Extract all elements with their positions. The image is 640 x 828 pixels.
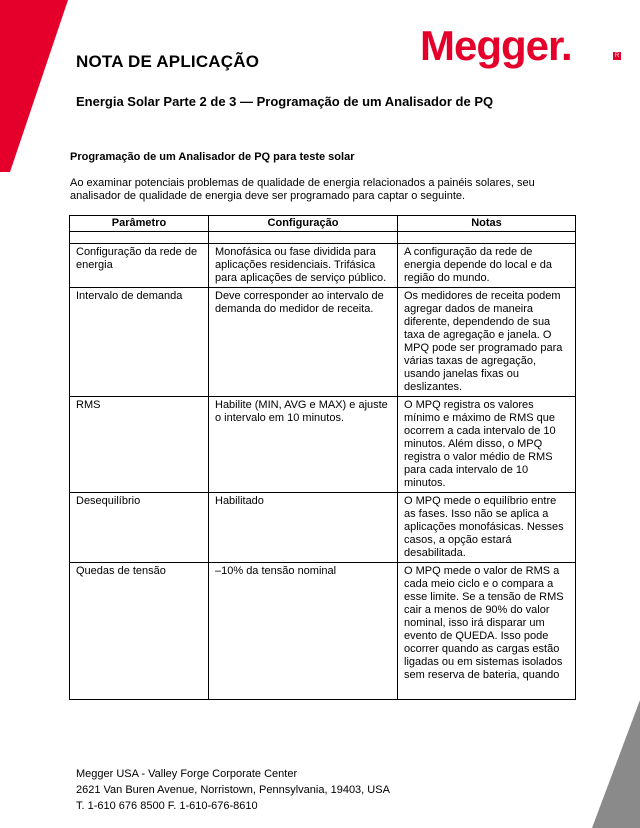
section-heading: Programação de um Analisador de PQ para teste solar	[70, 151, 355, 163]
table-cell: A configuração da rede de energia depende do local e da região do mundo.	[398, 244, 576, 288]
table-cell: Configuração da rede de energia	[70, 244, 209, 288]
table-row	[70, 493, 576, 563]
registered-mark: R	[614, 53, 620, 59]
table-cell: O MPQ mede o equilíbrio entre as fases. Isso não se aplica a aplicações monofásicas. Nesses casos, a opção estará desabilitada.	[398, 493, 576, 563]
table-header-row	[70, 216, 576, 232]
logo-text: Megger.	[420, 22, 572, 69]
megger-logo	[420, 22, 620, 69]
table-row	[70, 563, 576, 700]
table-cell	[398, 232, 576, 244]
table-cell: RMS	[70, 397, 209, 493]
subtitle: Energia Solar Parte 2 de 3 — Programação de um Analisador de PQ	[76, 94, 494, 109]
table-cell: –10% da tensão nominal	[209, 563, 398, 700]
intro-paragraph: Ao examinar potenciais problemas de qualidade de energia relacionados a painéis solares, seu analisador de qualidade de energia deve ser programado para captar o seguinte.	[70, 177, 535, 202]
table-row	[70, 288, 576, 397]
header-configuracao: Configuração	[209, 216, 398, 232]
header-parametro: Parâmetro	[70, 216, 209, 232]
header-notas: Notas	[398, 216, 576, 232]
table-cell: Os medidores de receita podem agregar dados de maneira diferente, dependendo de sua taxa de agregação e janela. O MPQ pode ser programado para várias taxas de agregação, usando janelas fixas ou deslizantes.	[398, 288, 576, 397]
table-row	[70, 397, 576, 493]
footer-street: 2621 Van Buren Avenue, Norristown, Pennsylvania, 19403, USA	[76, 784, 390, 796]
settings-table	[69, 215, 576, 700]
gray-corner-decoration	[592, 700, 640, 828]
table-cell: Deve corresponder ao intervalo de demanda do medidor de receita.	[209, 288, 398, 397]
table-cell	[209, 232, 398, 244]
footer-phone: T. 1-610 676 8500 F. 1-610-676-8610	[76, 800, 258, 812]
footer-company: Megger USA - Valley Forge Corporate Center	[76, 768, 298, 780]
footer-address	[76, 766, 390, 814]
table-cell: O MPQ mede o valor de RMS a cada meio ciclo e o compara a esse limite. Se a tensão de RMS cair a menos de 90% do valor nominal, isso irá disparar um evento de QUEDA. Isso pode ocorrer quando as cargas estão ligadas ou em sistemas isolados sem reserva de bateria, quando	[398, 563, 576, 700]
red-corner-decoration	[0, 0, 68, 172]
table-cell: Desequilíbrio	[70, 493, 209, 563]
table-row	[70, 244, 576, 288]
table-spacer-row	[70, 232, 576, 244]
table-cell: Quedas de tensão	[70, 563, 209, 700]
table-cell: Habilitado	[209, 493, 398, 563]
table-cell: O MPQ registra os valores mínimo e máximo de RMS que ocorrem a cada intervalo de 10 minutos. Além disso, o MPQ registra o valor médio de RMS para cada intervalo de 10 minutos.	[398, 397, 576, 493]
table-cell	[70, 232, 209, 244]
table-cell: Intervalo de demanda	[70, 288, 209, 397]
table-cell: Monofásica ou fase dividida para aplicações residenciais. Trifásica para aplicações de serviço público.	[209, 244, 398, 288]
page-title: NOTA DE APLICAÇÃO	[76, 52, 260, 71]
table-cell: Habilite (MIN, AVG e MAX) e ajuste o intervalo em 10 minutos.	[209, 397, 398, 493]
